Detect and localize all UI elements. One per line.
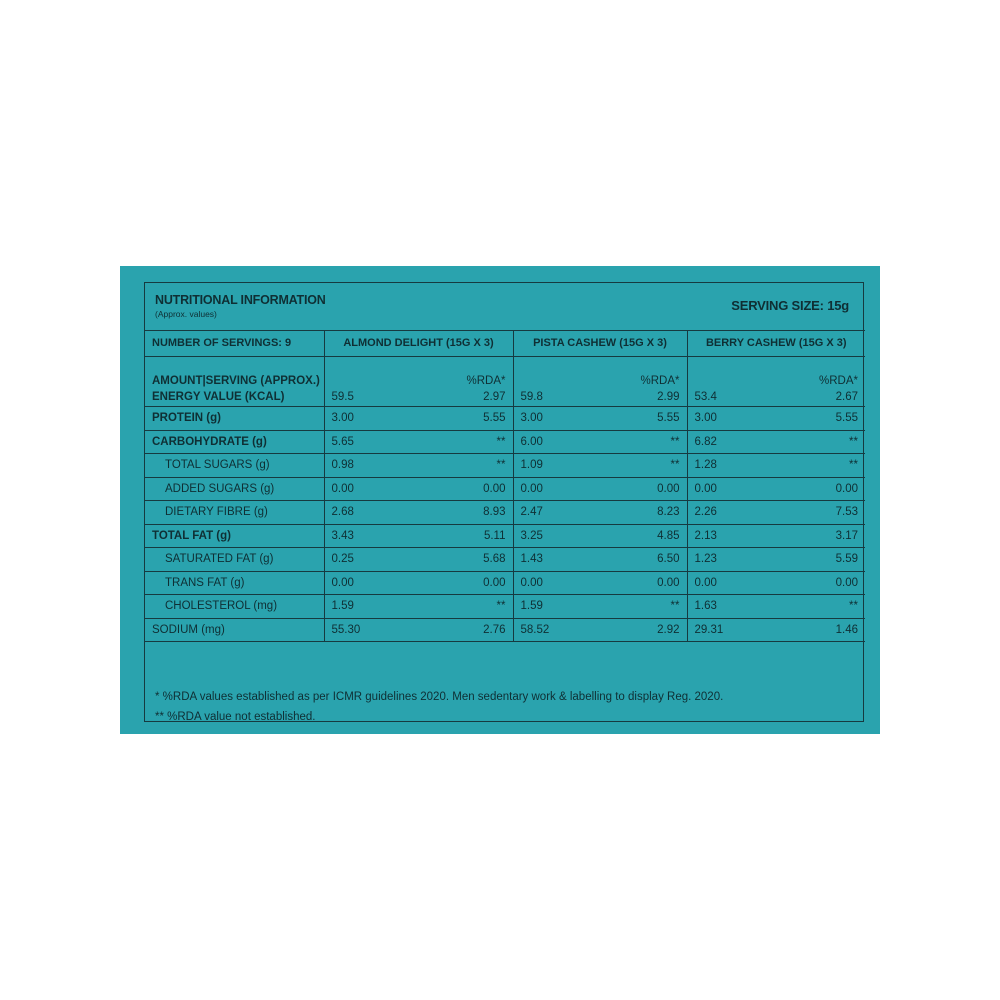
rda-value: **: [496, 600, 506, 613]
amount-value: 0.00: [520, 576, 543, 589]
rda-value: 5.59: [835, 553, 858, 566]
column-header-almond: ALMOND DELIGHT (15G X 3): [324, 331, 513, 357]
rda-value: 2.76: [483, 623, 506, 636]
rda-value: 0.00: [483, 482, 506, 495]
rda-header: %RDA*: [466, 374, 506, 387]
rda-value: 5.11: [483, 529, 506, 542]
row-label: SODIUM (mg): [145, 618, 324, 642]
row-label: PROTEIN (g): [145, 407, 324, 431]
rda-value: **: [670, 459, 680, 472]
amount-value: 1.28: [694, 459, 717, 472]
amount-value: 3.43: [331, 529, 354, 542]
amount-value: 59.8: [520, 390, 543, 403]
table-row-carbohydrate: [145, 430, 865, 454]
rda-value: 8.23: [657, 506, 680, 519]
rda-value: 0.00: [657, 576, 680, 589]
row-label: ADDED SUGARS (g): [145, 477, 324, 501]
rda-value: 1.46: [835, 623, 858, 636]
amount-value: 1.63: [694, 600, 717, 613]
rda-value: 2.99: [657, 390, 680, 403]
amount-value: 0.00: [694, 576, 717, 589]
table-row-added-sugars: [145, 477, 865, 501]
amount-value: 55.30: [331, 623, 361, 636]
row-label: CHOLESTEROL (mg): [145, 595, 324, 619]
amount-value: 3.00: [520, 412, 543, 425]
amount-value: 0.00: [694, 482, 717, 495]
table-row-total-fat: [145, 524, 865, 548]
amount-value: 29.31: [694, 623, 724, 636]
table-header-row: [145, 331, 865, 357]
nutrition-header: [145, 283, 863, 331]
amount-value: 0.00: [520, 482, 543, 495]
energy-cell-pista: [513, 357, 687, 407]
rda-value: **: [670, 435, 680, 448]
rda-value: 7.53: [835, 506, 858, 519]
amount-value: 3.00: [694, 412, 717, 425]
row-label: SATURATED FAT (g): [145, 548, 324, 572]
amount-label: AMOUNT|SERVING (APPROX.): [152, 374, 320, 387]
rda-value: 5.55: [835, 412, 858, 425]
row-label: DIETARY FIBRE (g): [145, 501, 324, 525]
rda-value: 4.85: [657, 529, 680, 542]
rda-value: **: [849, 435, 858, 448]
amount-value: 6.00: [520, 435, 543, 448]
rda-value: 5.55: [657, 412, 680, 425]
column-header-pista: PISTA CASHEW (15G X 3): [513, 331, 687, 357]
row-label: CARBOHYDRATE (g): [145, 430, 324, 454]
rda-value: 3.17: [835, 529, 858, 542]
table-row-saturated-fat: [145, 548, 865, 572]
row-label: TOTAL SUGARS (g): [145, 454, 324, 478]
amount-value: 53.4: [694, 390, 717, 403]
rda-value: 2.97: [483, 390, 506, 403]
footnote-rda: * %RDA values established as per ICMR guidelines 2020. Men sedentary work & labelling to display Reg. 2020.: [155, 691, 724, 703]
amount-value: 2.26: [694, 506, 717, 519]
rda-value: **: [849, 459, 858, 472]
rda-value: 8.93: [483, 506, 506, 519]
rda-value: **: [849, 600, 858, 613]
rda-value: 6.50: [657, 553, 680, 566]
nutrition-panel: [120, 266, 880, 734]
rda-value: 0.00: [657, 482, 680, 495]
rda-value: 5.55: [483, 412, 506, 425]
row-label: TOTAL FAT (g): [145, 524, 324, 548]
rda-value: 0.00: [835, 482, 858, 495]
amount-value: 1.23: [694, 553, 717, 566]
rda-value: 0.00: [483, 576, 506, 589]
nutrition-title: NUTRITIONAL INFORMATION: [155, 293, 326, 307]
footnotes: [155, 687, 723, 727]
table-row-sodium: [145, 618, 865, 642]
nutrition-subtitle: (Approx. values): [155, 309, 217, 319]
serving-size: SERVING SIZE: 15g: [731, 298, 849, 313]
rda-value: 2.92: [657, 623, 680, 636]
energy-cell-almond: [324, 357, 513, 407]
amount-value: 0.00: [331, 576, 354, 589]
amount-value: 59.5: [331, 390, 354, 403]
amount-value: 1.59: [331, 600, 354, 613]
rda-header: %RDA*: [640, 374, 680, 387]
table-row-trans-fat: [145, 571, 865, 595]
nutrition-table: [145, 330, 865, 642]
amount-value: 1.59: [520, 600, 543, 613]
amount-value: 2.68: [331, 506, 354, 519]
table-row-energy: [145, 357, 865, 407]
amount-value: 6.82: [694, 435, 717, 448]
table-row-total-sugars: [145, 454, 865, 478]
table-row-cholesterol: [145, 595, 865, 619]
rda-value: 0.00: [835, 576, 858, 589]
row-label: TRANS FAT (g): [145, 571, 324, 595]
rda-value: **: [496, 459, 506, 472]
nutrition-box: [144, 282, 864, 722]
amount-value: 1.09: [520, 459, 543, 472]
amount-value: 0.00: [331, 482, 354, 495]
energy-label-cell: [145, 357, 324, 407]
amount-value: 2.47: [520, 506, 543, 519]
amount-value: 3.00: [331, 412, 354, 425]
table-row-protein: [145, 407, 865, 431]
column-header-berry: BERRY CASHEW (15G X 3): [687, 331, 865, 357]
amount-value: 3.25: [520, 529, 543, 542]
amount-value: 1.43: [520, 553, 543, 566]
rda-value: 5.68: [483, 553, 506, 566]
amount-value: 0.25: [331, 553, 354, 566]
energy-cell-berry: [687, 357, 865, 407]
footnote-not-established: ** %RDA value not established.: [155, 711, 316, 723]
rda-header: %RDA*: [819, 374, 858, 387]
rda-value: **: [670, 600, 680, 613]
amount-value: 58.52: [520, 623, 550, 636]
table-row-dietary-fibre: [145, 501, 865, 525]
rda-value: 2.67: [835, 390, 858, 403]
amount-value: 2.13: [694, 529, 717, 542]
rda-value: **: [496, 435, 506, 448]
servings-label: NUMBER OF SERVINGS: 9: [145, 331, 324, 357]
amount-value: 5.65: [331, 435, 354, 448]
amount-value: 0.98: [331, 459, 354, 472]
row-label: ENERGY VALUE (KCAL): [152, 390, 285, 403]
